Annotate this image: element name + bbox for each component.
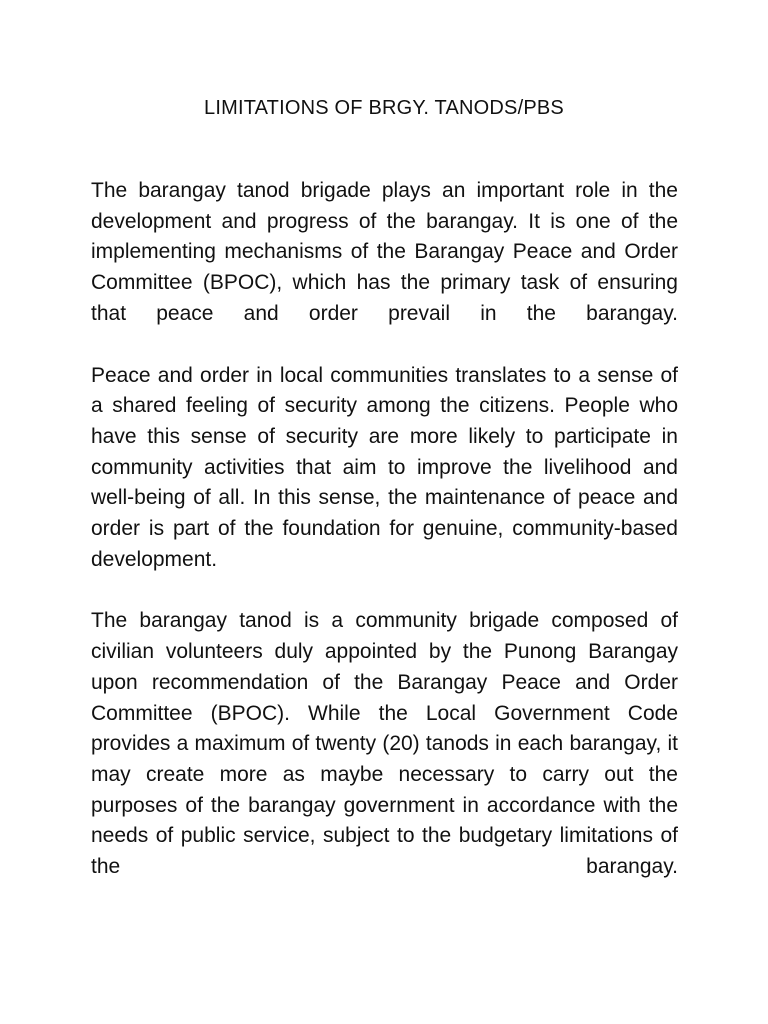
paragraph-2: Peace and order in local communities translates to a sense of a shared feeling of security among the citizens. People who have this sense of security are more likely to participate in community activities that aim to improve the livelihood and well-being of all. In this sense, the maintenance of peace and order is part of the foundation for genuine, community-based development.	[91, 363, 678, 571]
document-title: LIMITATIONS OF BRGY. TANODS/PBS	[204, 97, 564, 119]
paragraph-3: The barangay tanod is a community brigade composed of civilian volunteers duly appointed by the Punong Barangay upon recommendation of the Barangay Peace and Order Committee (BPOC). While the Local Government Code provides a maximum of twenty (20) tanods in each barangay, it may create more as maybe necessary to carry out the purposes of the barangay government in accordance with the needs of public service, subject to the budgetary limitations of the barangay.	[91, 609, 678, 879]
paragraph-1: The barangay tanod brigade plays an important role in the development and progress of the barangay. It is one of the implementing mechanisms of the Barangay Peace and Order Committee (BPOC), which has the primary task of ensuring that peace and order prevail in the barangay.	[91, 179, 678, 325]
document-body	[91, 176, 678, 914]
